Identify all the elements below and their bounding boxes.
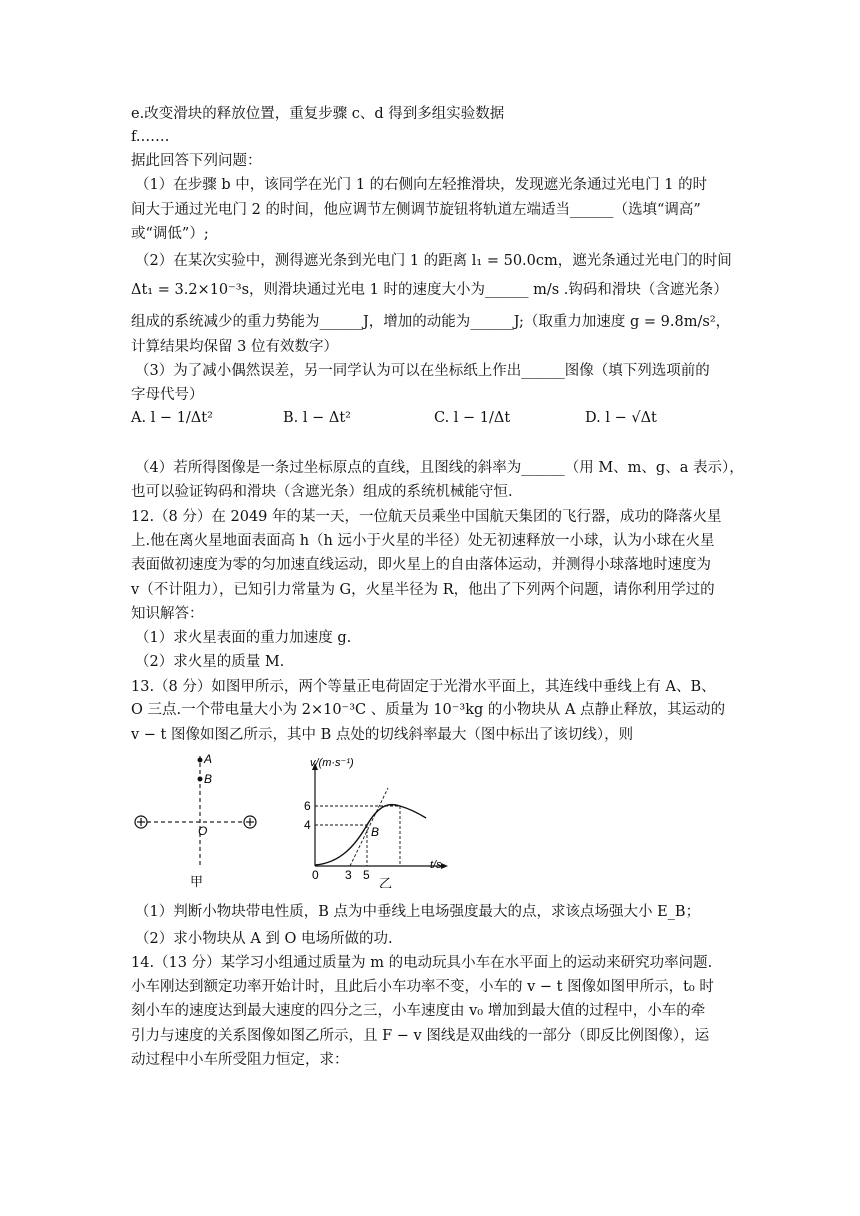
question-1-line: 或“调低”）; <box>131 226 209 242</box>
problem-14-line: 14.（13 分）某学习小组通过质量为 m 的电动玩具小车在水平面上的运动来研究功率问题. <box>131 955 713 971</box>
label-o: O <box>198 824 208 838</box>
question-3-line: （3）为了减小偶然误差，另一同学认为可以在坐标纸上作出______图像（填下列选项前的 <box>135 363 710 379</box>
question-4-line: 也可以验证钩码和滑块（含遮光条）组成的系统机械能守恒. <box>131 484 513 500</box>
question-4-line: （4）若所得图像是一条过坐标原点的直线，且图线的斜率为______（用 M、m、g、a 表示）， <box>135 460 744 476</box>
problem-14-line: 刻小车的速度达到最大速度的四分之三，小车速度由 v₀ 增加到最大值的过程中，小车的牵 <box>131 1003 706 1019</box>
question-2-line: Δt₁ = 3.2×10⁻³s，则滑块通过光电 1 时的速度大小为______ m/s .钩码和滑块（含遮光条） <box>131 282 728 298</box>
x-axis-label: t/s <box>430 859 442 871</box>
figure-yi <box>300 758 460 888</box>
problem-14-line: 引力与速度的关系图像如图乙所示，且 F − v 图线是双曲线的一部分（即反比例图像），运 <box>131 1028 710 1044</box>
problem-13-subquestion: （2）求小物块从 A 到 O 电场所做的功. <box>135 931 393 947</box>
question-1-line: （1）在步骤 b 中，该同学在光门 1 的右侧向左轻推滑块，发现遮光条通过光电门 1 的时 <box>135 177 708 193</box>
x-tick-3: 3 <box>345 868 352 882</box>
question-2-line: 组成的系统减少的重力势能为______J，增加的动能为______J;（取重力加速度 g = 9.8m/s²， <box>131 314 731 330</box>
y-tick-6: 6 <box>304 799 311 813</box>
option-d: D. l − √Δt <box>585 410 657 426</box>
problem-14-line: 小车刚达到额定功率开始计时，且此后小车功率不变，小车的 v − t 图像如图甲所示，t₀ 时 <box>131 979 714 995</box>
point-b-label: B <box>371 825 380 839</box>
figure-jia <box>128 748 268 890</box>
x-tick-0: 0 <box>312 868 319 882</box>
point-a-dot <box>198 758 203 763</box>
y-tick-4: 4 <box>304 818 311 832</box>
problem-13-line: 13.（8 分）如图甲所示，两个等量正电荷固定于光滑水平面上，其连线中垂线上有 A、B、 <box>131 679 716 695</box>
problem-12-subquestion: （1）求火星表面的重力加速度 g. <box>135 630 352 646</box>
problem-13-line: O 三点.一个带电量大小为 2×10⁻³C 、质量为 10⁻³kg 的小物块从 A 点静止释放，其运动的 <box>131 702 726 718</box>
question-3-line: 字母代号） <box>131 387 204 403</box>
point-b-dot <box>198 777 203 782</box>
problem-13-subquestion: （1）判断小物块带电性质，B 点为中垂线上电场强度最大的点，求该点场强大小 E_B； <box>135 904 701 920</box>
tangent-line-b <box>350 788 388 866</box>
problem-12-line: 上.他在离火星地面表面高 h（h 远小于火星的半径）处无初速释放一小球，认为小球在火星 <box>131 533 715 549</box>
question-2-line: （2）在某次实验中，测得遮光条到光电门 1 的距离 l₁ = 50.0cm，遮光条通过光电门的时间 <box>135 253 732 269</box>
option-b: B. l − Δt² <box>283 410 351 426</box>
text-line: f.…… <box>131 129 170 145</box>
problem-12-line: v（不计阻力），已知引力常量为 G，火星半径为 R，他出了下列两个问题，请你利用学过的 <box>131 582 715 598</box>
problem-12-line: 12.（8 分）在 2049 年的某一天，一位航天员乘坐中国航天集团的飞行器，成功的降落火星 <box>131 509 722 525</box>
label-a: A <box>204 752 213 766</box>
caption-yi: 乙 <box>379 876 393 888</box>
question-1-line: 间大于通过光电门 2 的时间，他应调节左侧调节旋钮将轨道左端适当______（选填“调高” <box>131 202 701 218</box>
problem-14-line: 动过程中小车所受阻力恒定，求： <box>131 1052 349 1068</box>
option-a: A. l − 1/Δt² <box>131 410 213 426</box>
problem-13-line: v − t 图像如图乙所示，其中 B 点处的切线斜率最大（图中标出了该切线），则 <box>131 727 634 743</box>
y-axis-label: v/(m·s⁻¹) <box>310 758 354 769</box>
text-line: e.改变滑块的释放位置，重复步骤 c、d 得到多组实验数据 <box>131 106 505 122</box>
problem-12-line: 知识解答： <box>131 606 204 622</box>
caption-jia: 甲 <box>190 874 204 889</box>
problem-12-line: 表面做初速度为零的匀加速直线运动，即火星上的自由落体运动，并测得小球落地时速度为 <box>131 557 711 573</box>
x-tick-5: 5 <box>363 868 370 882</box>
problem-12-subquestion: （2）求火星的质量 M. <box>135 654 285 670</box>
text-line: 据此回答下列问题： <box>131 153 262 169</box>
label-b: B <box>204 772 213 786</box>
question-2-line: 计算结果均保留 3 位有效数字） <box>131 339 338 355</box>
option-c: C. l − 1/Δt <box>434 410 511 426</box>
